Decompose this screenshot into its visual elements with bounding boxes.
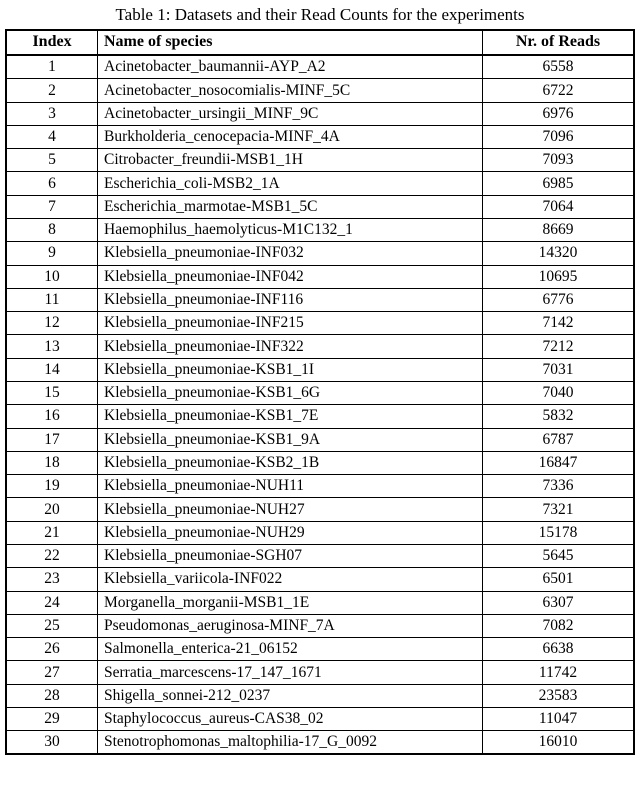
reads-cell: 5832 [483,405,635,428]
table-row [6,568,634,591]
index-cell: 9 [6,242,98,265]
table-row [6,498,634,521]
header-species: Name of species [98,30,483,55]
reads-cell: 11047 [483,707,635,730]
reads-cell: 6985 [483,172,635,195]
reads-cell: 6776 [483,288,635,311]
reads-cell: 6787 [483,428,635,451]
table-row [6,149,634,172]
table-row [6,638,634,661]
index-cell: 1 [6,55,98,79]
reads-cell: 5645 [483,544,635,567]
species-cell: Stenotrophomonas_maltophilia-17_G_0092 [98,731,483,755]
index-cell: 16 [6,405,98,428]
index-cell: 19 [6,475,98,498]
species-cell: Pseudomonas_aeruginosa-MINF_7A [98,614,483,637]
species-cell: Salmonella_enterica-21_06152 [98,638,483,661]
index-cell: 7 [6,195,98,218]
reads-cell: 11742 [483,661,635,684]
species-cell: Acinetobacter_nosocomialis-MINF_5C [98,79,483,102]
table-row [6,428,634,451]
reads-cell: 14320 [483,242,635,265]
header-index: Index [6,30,98,55]
reads-cell: 6638 [483,638,635,661]
header-row [6,30,634,55]
index-cell: 8 [6,219,98,242]
index-cell: 18 [6,451,98,474]
index-cell: 22 [6,544,98,567]
table-row [6,661,634,684]
species-cell: Klebsiella_pneumoniae-NUH27 [98,498,483,521]
index-cell: 4 [6,125,98,148]
table-row [6,79,634,102]
reads-cell: 7082 [483,614,635,637]
index-cell: 25 [6,614,98,637]
index-cell: 13 [6,335,98,358]
species-cell: Haemophilus_haemolyticus-M1C132_1 [98,219,483,242]
species-cell: Klebsiella_pneumoniae-INF215 [98,312,483,335]
reads-cell: 6976 [483,102,635,125]
species-cell: Staphylococcus_aureus-CAS38_02 [98,707,483,730]
species-cell: Citrobacter_freundii-MSB1_1H [98,149,483,172]
table-row [6,544,634,567]
table-row [6,312,634,335]
species-cell: Klebsiella_pneumoniae-KSB1_6G [98,381,483,404]
species-cell: Klebsiella_pneumoniae-INF032 [98,242,483,265]
species-cell: Klebsiella_pneumoniae-KSB1_7E [98,405,483,428]
reads-cell: 7142 [483,312,635,335]
table-row [6,242,634,265]
index-cell: 14 [6,358,98,381]
index-cell: 11 [6,288,98,311]
table-row [6,172,634,195]
reads-cell: 7064 [483,195,635,218]
species-cell: Serratia_marcescens-17_147_1671 [98,661,483,684]
species-cell: Shigella_sonnei-212_0237 [98,684,483,707]
species-cell: Escherichia_marmotae-MSB1_5C [98,195,483,218]
table-body [6,55,634,754]
reads-cell: 10695 [483,265,635,288]
table-caption: Table 1: Datasets and their Read Counts for the experiments [115,5,525,24]
reads-cell: 6501 [483,568,635,591]
index-cell: 23 [6,568,98,591]
species-cell: Klebsiella_pneumoniae-INF322 [98,335,483,358]
table-row [6,731,634,755]
species-cell: Morganella_morganii-MSB1_1E [98,591,483,614]
index-cell: 21 [6,521,98,544]
species-cell: Klebsiella_pneumoniae-NUH29 [98,521,483,544]
index-cell: 29 [6,707,98,730]
header-reads: Nr. of Reads [483,30,635,55]
table-header [6,30,634,55]
table-row [6,219,634,242]
table-row [6,265,634,288]
reads-cell: 6307 [483,591,635,614]
index-cell: 30 [6,731,98,755]
datasets-table [5,29,635,755]
table-row [6,195,634,218]
table-row [6,405,634,428]
reads-cell: 7321 [483,498,635,521]
reads-cell: 7040 [483,381,635,404]
table-row [6,521,634,544]
index-cell: 17 [6,428,98,451]
reads-cell: 23583 [483,684,635,707]
table-row [6,358,634,381]
reads-cell: 7096 [483,125,635,148]
species-cell: Klebsiella_pneumoniae-KSB1_9A [98,428,483,451]
index-cell: 10 [6,265,98,288]
index-cell: 24 [6,591,98,614]
table-row [6,55,634,79]
species-cell: Escherichia_coli-MSB2_1A [98,172,483,195]
table-row [6,381,634,404]
index-cell: 28 [6,684,98,707]
reads-cell: 7212 [483,335,635,358]
species-cell: Acinetobacter_baumannii-AYP_A2 [98,55,483,79]
reads-cell: 7093 [483,149,635,172]
species-cell: Klebsiella_pneumoniae-INF116 [98,288,483,311]
species-cell: Klebsiella_pneumoniae-KSB2_1B [98,451,483,474]
reads-cell: 16847 [483,451,635,474]
reads-cell: 6558 [483,55,635,79]
reads-cell: 16010 [483,731,635,755]
species-cell: Klebsiella_variicola-INF022 [98,568,483,591]
reads-cell: 7336 [483,475,635,498]
index-cell: 3 [6,102,98,125]
index-cell: 26 [6,638,98,661]
table-row [6,335,634,358]
index-cell: 15 [6,381,98,404]
reads-cell: 15178 [483,521,635,544]
table-row [6,475,634,498]
index-cell: 5 [6,149,98,172]
table-row [6,591,634,614]
species-cell: Klebsiella_pneumoniae-NUH11 [98,475,483,498]
table-row [6,451,634,474]
index-cell: 20 [6,498,98,521]
index-cell: 12 [6,312,98,335]
index-cell: 6 [6,172,98,195]
table-row [6,614,634,637]
reads-cell: 8669 [483,219,635,242]
species-cell: Klebsiella_pneumoniae-SGH07 [98,544,483,567]
table-row [6,707,634,730]
reads-cell: 6722 [483,79,635,102]
species-cell: Klebsiella_pneumoniae-INF042 [98,265,483,288]
index-cell: 2 [6,79,98,102]
reads-cell: 7031 [483,358,635,381]
table-row [6,684,634,707]
species-cell: Klebsiella_pneumoniae-KSB1_1I [98,358,483,381]
table-row [6,102,634,125]
table-row [6,125,634,148]
table-row [6,288,634,311]
index-cell: 27 [6,661,98,684]
species-cell: Acinetobacter_ursingii_MINF_9C [98,102,483,125]
species-cell: Burkholderia_cenocepacia-MINF_4A [98,125,483,148]
